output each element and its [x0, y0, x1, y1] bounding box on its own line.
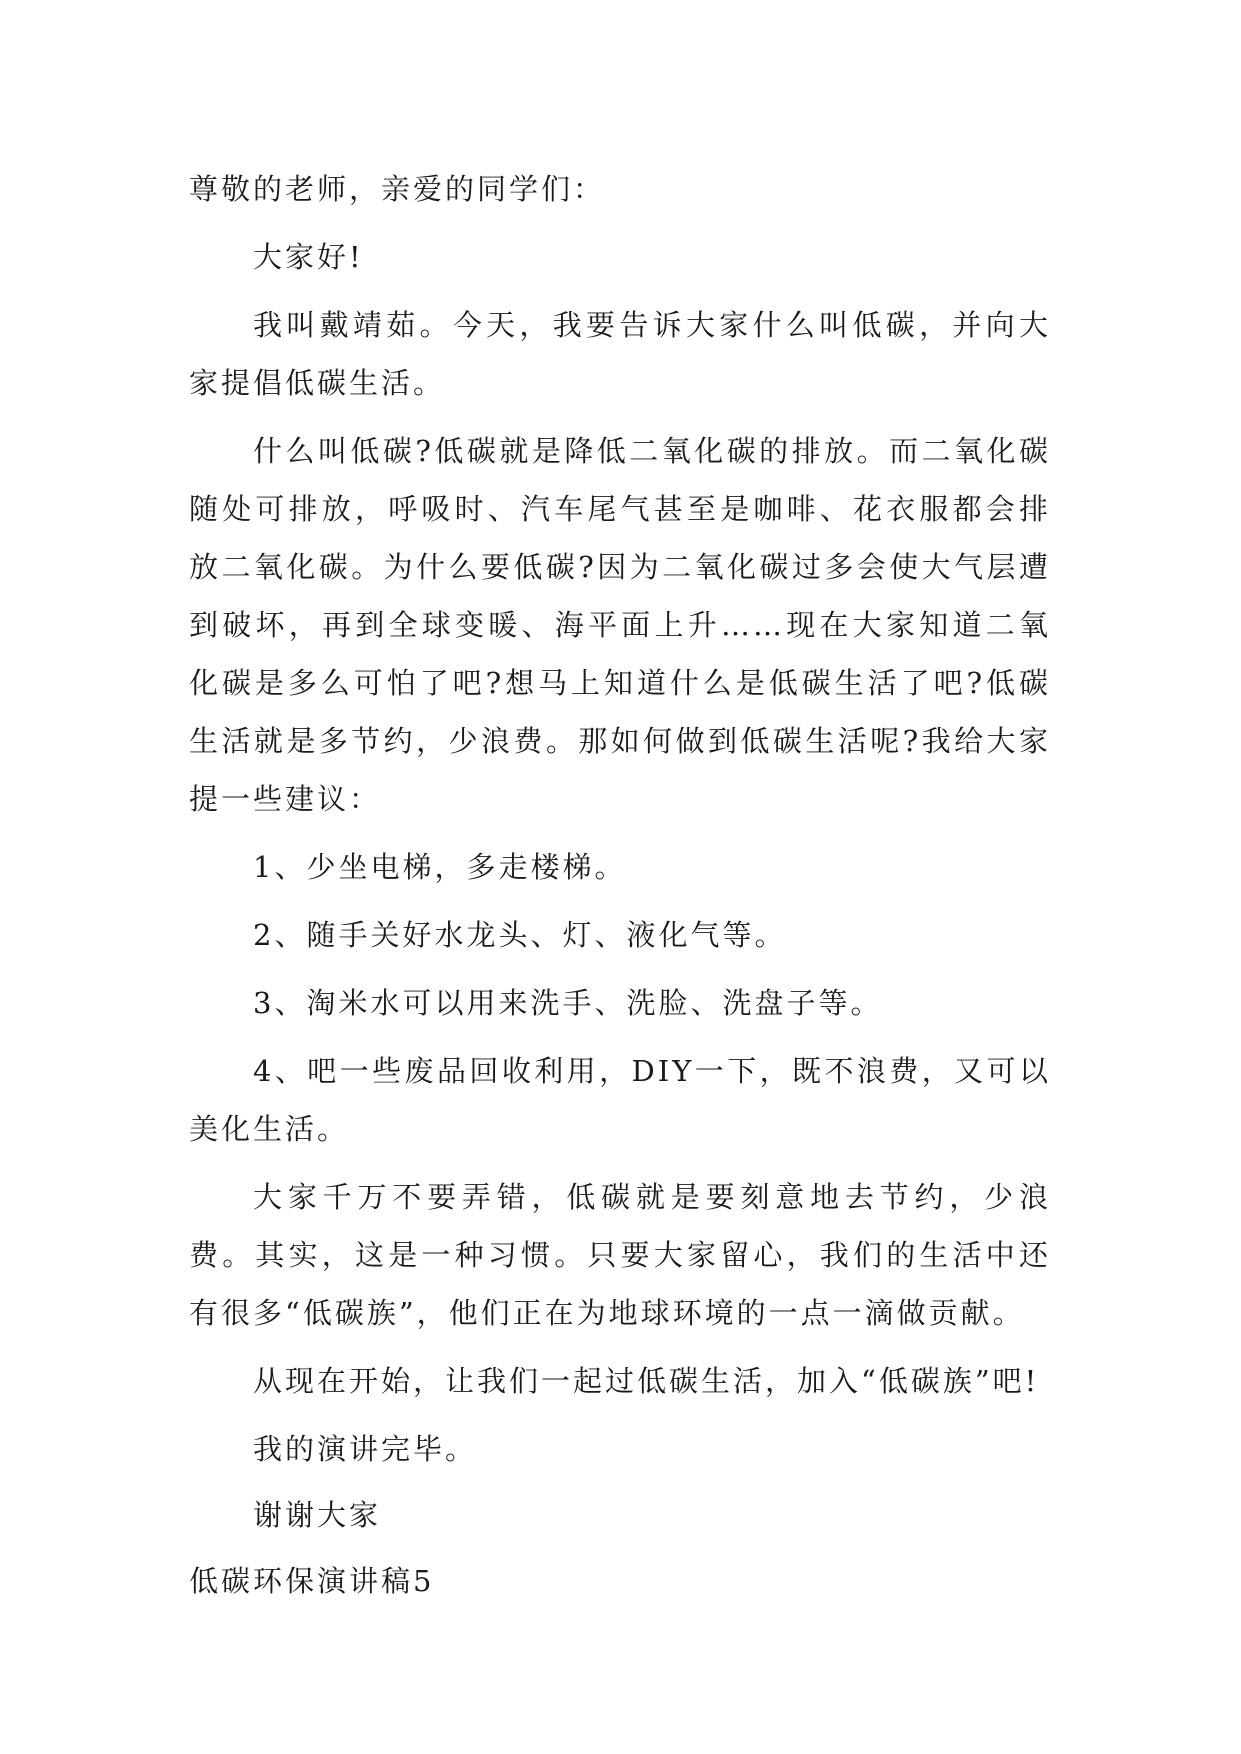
- greeting: 大家好!: [253, 240, 364, 274]
- paragraph-introduction: 我叫戴靖茹。今天，我要告诉大家什么叫低碳，并向大家提倡低碳生活。: [189, 308, 1051, 400]
- paragraph-call-to-action: 从现在开始，让我们一起过低碳生活，加入“低碳族”吧!: [253, 1364, 1040, 1398]
- document-body: [189, 160, 1051, 1620]
- suggestion-item-4: 4、吧一些废品回收利用，DIY一下，既不浪费，又可以美化生活。: [189, 1054, 1051, 1146]
- suggestion-item-1: 1、少坐电梯，多走楼梯。: [253, 850, 627, 884]
- paragraph-habit: 大家千万不要弄错，低碳就是要刻意地去节约，少浪费。其实，这是一种习惯。只要大家留心，我们的生活中还有很多“低碳族”，他们正在为地球环境的一点一滴做贡献。: [189, 1180, 1051, 1330]
- next-section-title: 低碳环保演讲稿5: [189, 1564, 435, 1598]
- paragraph-what-is-low-carbon: 什么叫低碳?低碳就是降低二氧化碳的排放。而二氧化碳随处可排放，呼吸时、汽车尾气甚至是咖啡、花衣服都会排放二氧化碳。为什么要低碳?因为二氧化碳过多会使大气层遭到破坏，再到全球变暖、海平面上升……现在大家知道二氧化碳是多么可怕了吧?想马上知道什么是低碳生活了吧?低碳生活就是多节约，少浪费。那如何做到低碳生活呢?我给大家提一些建议：: [189, 434, 1051, 816]
- end-statement: 我的演讲完毕。: [253, 1432, 478, 1466]
- suggestion-item-2: 2、随手关好水龙头、灯、液化气等。: [253, 918, 787, 952]
- salutation: 尊敬的老师，亲爱的同学们：: [189, 172, 606, 206]
- thanks: 谢谢大家: [253, 1498, 382, 1532]
- suggestion-item-3: 3、淘米水可以用来洗手、洗脸、洗盘子等。: [253, 986, 883, 1020]
